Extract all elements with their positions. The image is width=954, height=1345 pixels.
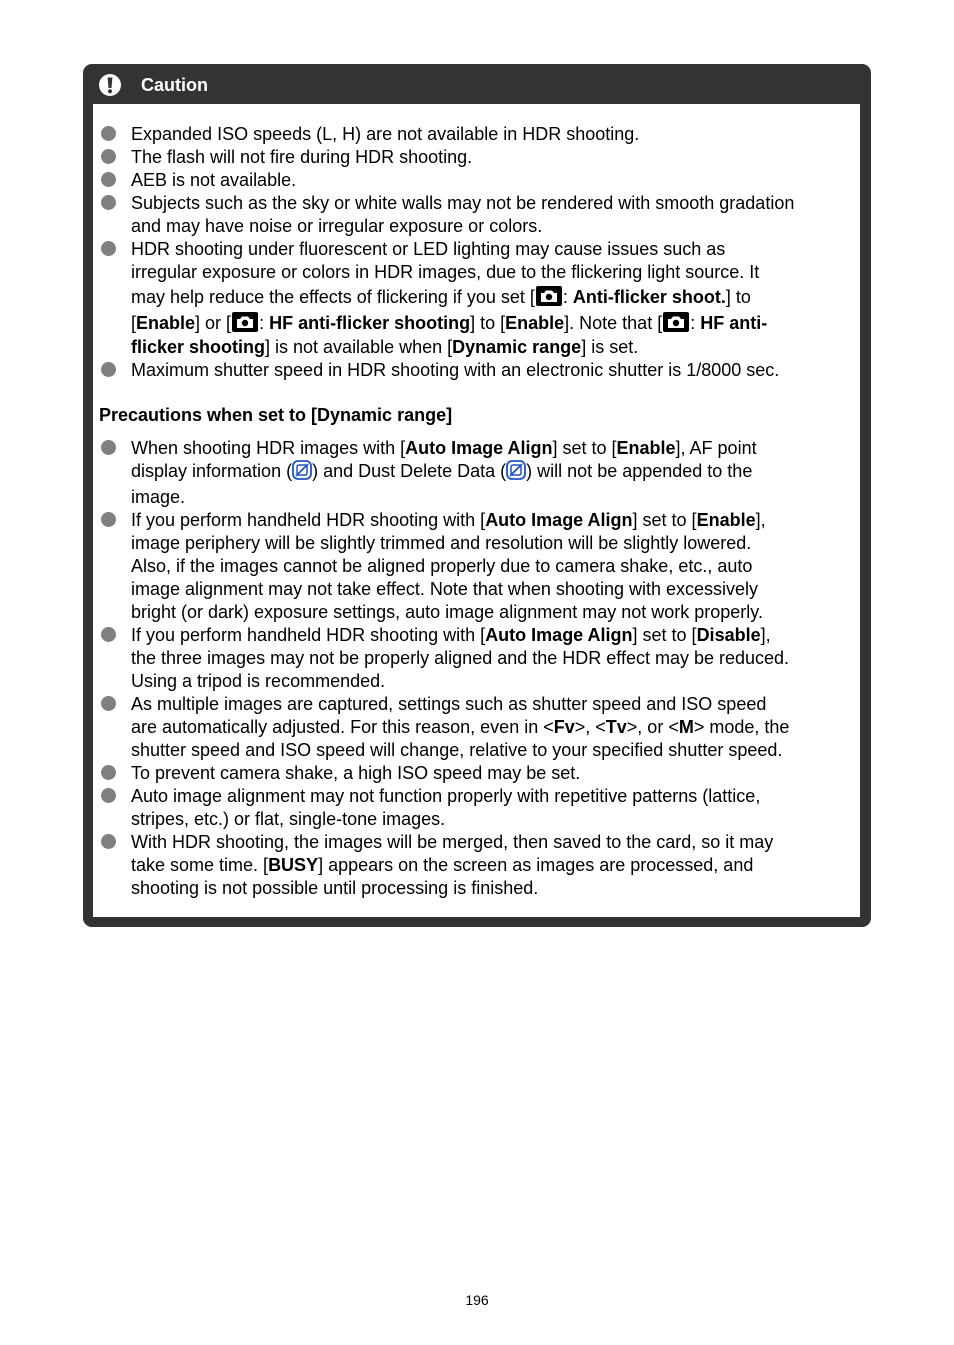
text: shooting is not possible until processing is finished.	[131, 878, 539, 898]
text-line	[131, 739, 860, 762]
text-line	[131, 169, 860, 192]
text-line	[131, 460, 860, 486]
list-item	[93, 624, 860, 693]
text: If you perform handheld HDR shooting with [	[131, 625, 486, 645]
text-line	[131, 310, 860, 336]
text: Expanded ISO speeds (L, H) are not available in HDR shooting.	[131, 124, 640, 144]
text: Subjects such as the sky or white walls may not be rendered with smooth gradation	[131, 193, 795, 213]
bold-text: Auto Image Align	[485, 510, 633, 530]
text: ] is not available when [	[265, 337, 453, 357]
list-item	[93, 169, 860, 192]
text-line	[131, 215, 860, 238]
list-item	[93, 359, 860, 382]
caution-content	[93, 104, 860, 917]
text-line	[131, 192, 860, 215]
text: Maximum shutter speed in HDR shooting with an electronic shutter is 1/8000 sec.	[131, 360, 780, 380]
list-item	[93, 785, 860, 831]
text: ] set to [	[632, 625, 697, 645]
text-line	[131, 647, 860, 670]
text: ],	[755, 510, 766, 530]
text: Auto image alignment may not function properly with repetitive patterns (lattice,	[131, 786, 761, 806]
text-line	[131, 555, 860, 578]
bullet-icon	[101, 440, 116, 455]
text: With HDR shooting, the images will be merged, then saved to the card, so it may	[131, 832, 774, 852]
list-item	[93, 762, 860, 785]
text: ], AF point	[675, 438, 757, 458]
text-line	[131, 284, 860, 310]
bold-text: Auto Image Align	[405, 438, 553, 458]
text: The flash will not fire during HDR shooting.	[131, 147, 473, 167]
text: When shooting HDR images with [	[131, 438, 406, 458]
camera-icon	[536, 286, 562, 313]
text: ) and Dust Delete Data (	[312, 461, 507, 481]
text: ] is set.	[581, 337, 639, 357]
text-line	[131, 670, 860, 693]
text-line	[131, 336, 860, 359]
caution-title: Caution	[141, 75, 208, 95]
text: image periphery will be slightly trimmed and resolution will be slightly lowered.	[131, 533, 752, 553]
text: To prevent camera shake, a high ISO speed may be set.	[131, 763, 581, 783]
text-line	[131, 831, 860, 854]
text: ] set to [	[632, 510, 697, 530]
text: ],	[760, 625, 771, 645]
text: ] appears on the screen as images are processed, and	[318, 855, 754, 875]
bold-text: HF anti-flicker shooting	[269, 313, 471, 333]
text: Using a tripod is recommended.	[131, 671, 386, 691]
text: bright (or dark) exposure settings, auto image alignment may not work properly.	[131, 602, 763, 622]
text-line	[131, 877, 860, 900]
text: > mode, the	[693, 717, 790, 737]
text: ] set to [	[552, 438, 617, 458]
text-line	[131, 486, 860, 509]
text-line	[131, 762, 860, 785]
bold-text: BUSY	[268, 855, 319, 875]
bullet-icon	[101, 241, 116, 256]
bold-text: Enable	[616, 438, 676, 458]
bullet-icon	[101, 512, 116, 527]
text-line	[131, 624, 860, 647]
text: ] or [	[195, 313, 232, 333]
bold-text: Disable	[696, 625, 761, 645]
af-point-info-icon	[292, 460, 312, 486]
text: the three images may not be properly aligned and the HDR effect may be reduced.	[131, 648, 790, 668]
text: take some time. [	[131, 855, 269, 875]
text: >, <	[574, 717, 606, 737]
text: :	[562, 287, 573, 307]
text-line	[131, 123, 860, 146]
text: may help reduce the effects of flickering if you set [	[131, 287, 535, 307]
text: ] to [	[470, 313, 506, 333]
bullet-icon	[101, 126, 116, 141]
text: image alignment may not take effect. Note that when shooting with excessively	[131, 579, 759, 599]
text: image.	[131, 487, 186, 507]
caution-box	[83, 64, 871, 927]
text-line	[131, 601, 860, 624]
bullet-icon	[101, 627, 116, 642]
text: [	[131, 313, 137, 333]
text: display information (	[131, 461, 293, 481]
bold-text: Fv	[553, 717, 575, 737]
bold-text: HF anti-	[700, 313, 768, 333]
text: and may have noise or irregular exposure or colors.	[131, 216, 543, 236]
text-line	[131, 261, 860, 284]
text: ) will not be appended to the	[526, 461, 753, 481]
text: stripes, etc.) or flat, single-tone images.	[131, 809, 446, 829]
list-item	[93, 146, 860, 169]
text: HDR shooting under fluorescent or LED lighting may cause issues such as	[131, 239, 726, 259]
text: As multiple images are captured, settings such as shutter speed and ISO speed	[131, 694, 767, 714]
bold-text: flicker shooting	[131, 337, 266, 357]
bold-text: Auto Image Align	[485, 625, 633, 645]
section-heading: Precautions when set to [Dynamic range]	[99, 405, 453, 425]
text-line	[131, 785, 860, 808]
text-line	[131, 359, 860, 382]
text: >, or <	[626, 717, 679, 737]
bold-text: Enable	[505, 313, 565, 333]
list-item	[93, 192, 860, 238]
camera-icon	[663, 312, 689, 339]
text: shutter speed and ISO speed will change, relative to your specified shutter speed.	[131, 740, 783, 760]
bold-text: Enable	[696, 510, 756, 530]
page-number: 196	[465, 1292, 489, 1308]
text-line	[131, 854, 860, 877]
bullet-icon	[101, 149, 116, 164]
text: are automatically adjusted. For this reason, even in <	[131, 717, 554, 737]
list-item	[93, 693, 860, 762]
bullet-icon	[101, 765, 116, 780]
text-line	[131, 716, 860, 739]
text-line	[131, 437, 860, 460]
text-line	[131, 693, 860, 716]
text: Also, if the images cannot be aligned properly due to camera shake, etc., auto	[131, 556, 753, 576]
camera-icon	[232, 312, 258, 339]
bold-text: M	[678, 717, 694, 737]
precautions-list	[93, 437, 860, 900]
list-item	[93, 509, 860, 624]
bold-text: Tv	[605, 717, 627, 737]
dust-delete-data-icon	[506, 460, 526, 486]
bullet-icon	[101, 362, 116, 377]
bold-text: Enable	[136, 313, 196, 333]
text-line	[131, 238, 860, 261]
bold-text: Dynamic range	[452, 337, 582, 357]
bullet-icon	[101, 172, 116, 187]
list-item	[93, 123, 860, 146]
bullet-icon	[101, 788, 116, 803]
text-line	[131, 146, 860, 169]
list-item	[93, 437, 860, 509]
text-line	[131, 578, 860, 601]
bullet-icon	[101, 696, 116, 711]
bullet-icon	[101, 834, 116, 849]
caution-header	[83, 64, 871, 104]
bold-text: Anti-flicker shoot.	[572, 287, 726, 307]
text: ] to	[725, 287, 751, 307]
caution-list	[93, 123, 860, 382]
text: :	[259, 313, 270, 333]
list-item	[93, 831, 860, 900]
text-line	[131, 509, 860, 532]
text: AEB is not available.	[131, 170, 297, 190]
list-item	[93, 238, 860, 359]
caution-icon	[99, 74, 121, 96]
text-line	[131, 532, 860, 555]
text: :	[690, 313, 701, 333]
text-line	[131, 808, 860, 831]
text: irregular exposure or colors in HDR images, due to the flickering light source. It	[131, 262, 760, 282]
text: ]. Note that [	[564, 313, 663, 333]
bullet-icon	[101, 195, 116, 210]
text: If you perform handheld HDR shooting with [	[131, 510, 486, 530]
